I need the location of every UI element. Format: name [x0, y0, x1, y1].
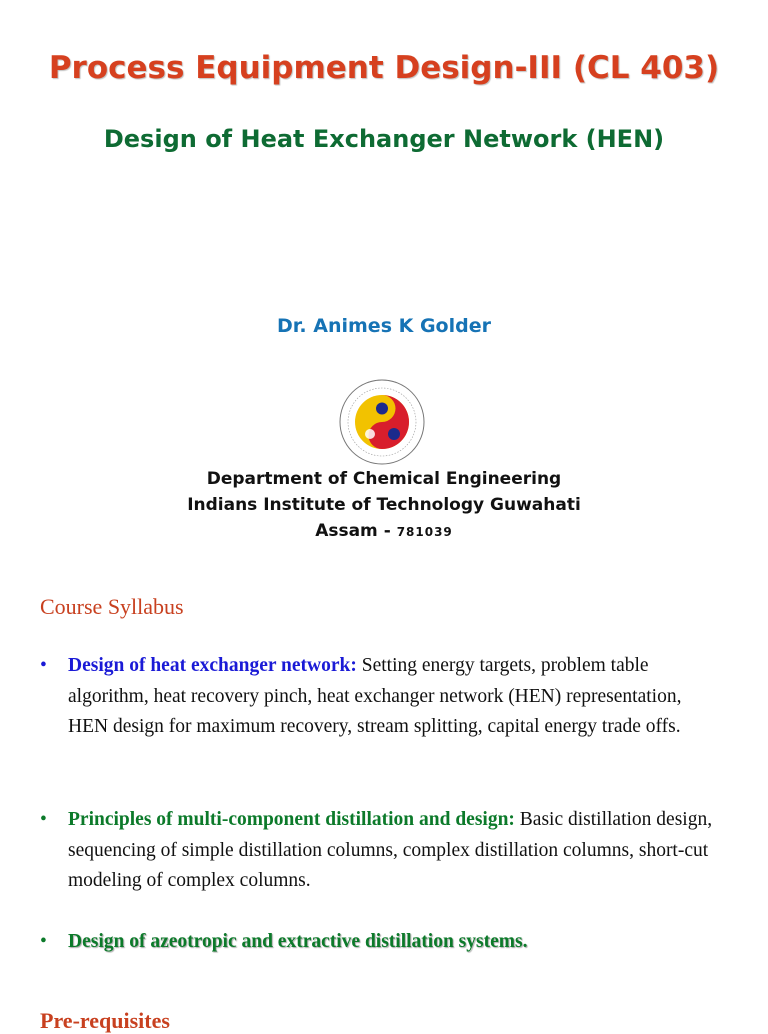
institute-name: Indians Institute of Technology Guwahati	[187, 495, 581, 515]
syllabus-item-text	[68, 651, 720, 743]
syllabus-item	[40, 927, 720, 958]
syllabus-item-text	[68, 927, 720, 958]
slide-title: Process Equipment Design-III (CL 403)	[48, 50, 720, 86]
bullet-icon: •	[40, 655, 47, 676]
syllabus-item	[40, 651, 720, 743]
author-name: Dr. Animes K Golder	[277, 315, 491, 337]
syllabus-item-details: Basic distillation design, sequencing of simple distillation columns, complex distillation columns, short-cut modeling of complex columns.	[68, 809, 713, 891]
bullet-icon: •	[40, 809, 47, 830]
pin-separator: -	[377, 521, 397, 541]
syllabus-item-details: Setting energy targets, problem table algorithm, heat recovery pinch, heat exchanger network (HEN) representation, HEN design for maximum recovery, stream splitting, capital energy trade offs.	[68, 655, 682, 737]
prerequisites-heading: Pre-requisites	[40, 1008, 170, 1033]
syllabus-item-topic: Design of heat exchanger network:	[68, 655, 357, 676]
syllabus-item-topic: Design of azeotropic and extractive distillation systems.	[68, 931, 528, 952]
department-name: Department of Chemical Engineering	[206, 469, 562, 489]
syllabus-item	[40, 805, 720, 897]
slide-subtitle: Design of Heat Exchanger Network (HEN)	[103, 125, 665, 153]
affiliation-block	[0, 466, 768, 545]
bullet-icon: •	[40, 931, 47, 952]
iit-guwahati-logo-icon	[338, 376, 426, 468]
syllabus-item-topic: Principles of multi-component distillation and design:	[68, 809, 515, 830]
location-name: Assam	[315, 521, 378, 541]
pin-code: 781039	[396, 525, 453, 539]
syllabus-item-text	[68, 805, 720, 897]
address-line	[0, 518, 768, 545]
syllabus-heading: Course Syllabus	[40, 594, 184, 619]
